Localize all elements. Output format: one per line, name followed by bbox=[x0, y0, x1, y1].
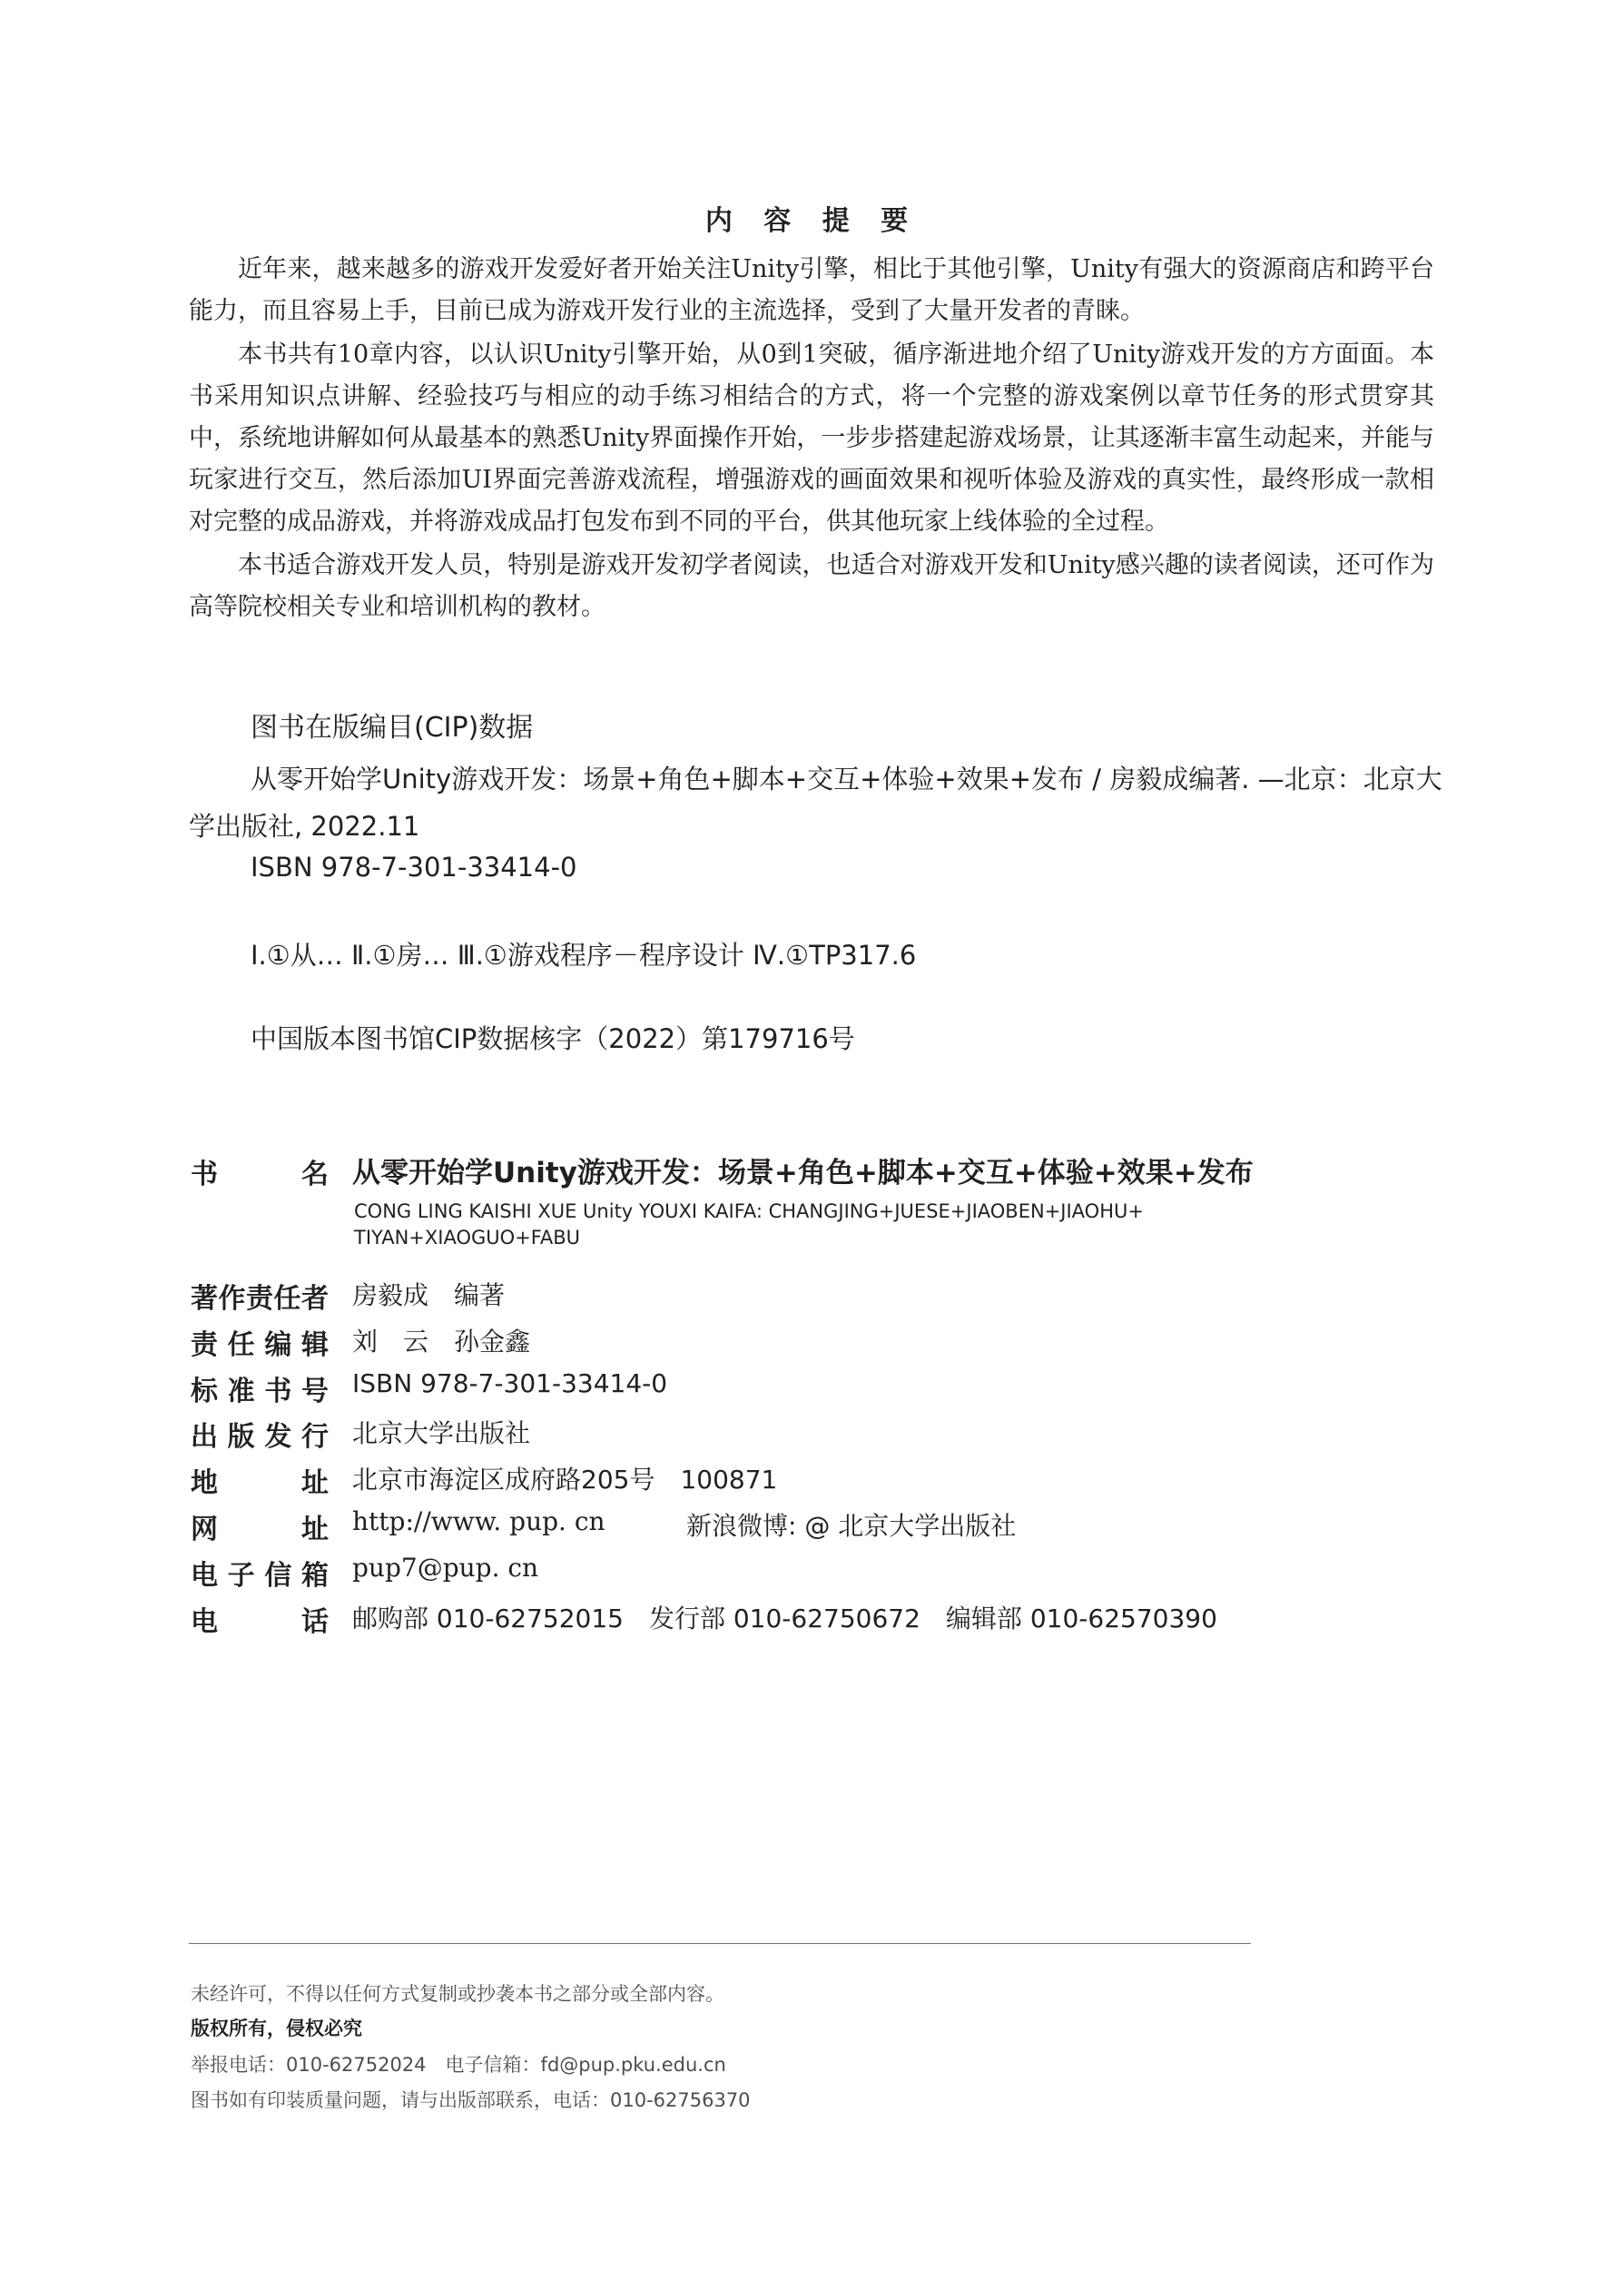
pinyin-line-2: TIYAN+XIAOGUO+FABU bbox=[354, 1227, 581, 1248]
isbn-value: ISBN 978-7-301-33414-0 bbox=[352, 1368, 668, 1398]
website-label-text: 网址 bbox=[191, 1514, 329, 1545]
website-link[interactable]: http://www. pup. cn bbox=[352, 1506, 605, 1536]
book-title-value: 从零开始学Unity游戏开发：场景+角色+脚本+交互+体验+效果+发布 bbox=[352, 1157, 1254, 1189]
footer-divider bbox=[189, 1943, 1251, 1944]
phone-value: 邮购部 010-62752015 发行部 010-62750672 编辑部 010-62570390 bbox=[352, 1604, 1217, 1633]
address-label bbox=[191, 1460, 329, 1500]
phone-label bbox=[191, 1599, 329, 1639]
phone-label-text: 电话 bbox=[191, 1606, 329, 1638]
summary-title: 内 容 提 要 bbox=[704, 205, 920, 237]
footer-report: 举报电话：010-62752024 电子信箱：fd@pup.pku.edu.cn bbox=[191, 2054, 726, 2076]
weibo-value: 新浪微博: @ 北京大学出版社 bbox=[686, 1511, 1017, 1541]
author-label bbox=[191, 1276, 329, 1316]
email-link[interactable]: pup7@pup. cn bbox=[352, 1553, 539, 1583]
email-label-text: 电子信箱 bbox=[191, 1560, 329, 1592]
title-label-text: 书名 bbox=[191, 1159, 329, 1190]
footer-rights: 版权所有，侵权必究 bbox=[191, 2018, 362, 2039]
editor-label bbox=[191, 1322, 329, 1362]
website-label bbox=[191, 1506, 329, 1546]
pinyin-line-1: CONG LING KAISHI XUE Unity YOUXI KAIFA: CHANGJING+JUESE+JIAOBEN+JIAOHU+ bbox=[354, 1200, 1144, 1222]
author-value: 房毅成 编著 bbox=[352, 1280, 506, 1310]
address-value: 北京市海淀区成府路205号 100871 bbox=[352, 1465, 778, 1495]
email-label bbox=[191, 1553, 329, 1593]
summary-paragraph-2: 本书共有10章内容，以认识Unity引擎开始，从0到1突破，循序渐进地介绍了Unity游戏开发的方方面面。本书采用知识点讲解、经验技巧与相应的动手练习相结合的方式，将一个完整的游戏案例以章节任务的形式贯穿其中，系统地讲解如何从最基本的熟悉Unity界面操作开始，一步步搭建起游戏场景，让其逐渐丰富生动起来，并能与玩家进行交互，然后添加UI界面完善游戏流程，增强游戏的画面效果和视听体验及游戏的真实性，最终形成一款相对完整的成品游戏，并将游戏成品打包发布到不同的平台，供其他玩家上线体验的全过程。 bbox=[189, 340, 1434, 536]
publisher-label-text: 出版发行 bbox=[191, 1421, 329, 1453]
footer-quality: 图书如有印装质量问题，请与出版部联系，电话：010-62756370 bbox=[191, 2089, 751, 2111]
summary-paragraph-3: 本书适合游戏开发人员，特别是游戏开发初学者阅读，也适合对游戏开发和Unity感兴趣的读者阅读，还可作为高等院校相关专业和培训机构的教材。 bbox=[189, 551, 1434, 621]
isbn-label bbox=[191, 1368, 329, 1408]
title-label bbox=[191, 1151, 329, 1191]
publisher-value: 北京大学出版社 bbox=[352, 1418, 531, 1448]
editor-value: 刘 云 孙金鑫 bbox=[352, 1327, 531, 1357]
cip-classification: Ⅰ.①从… Ⅱ.①房… Ⅲ.①游戏程序－程序设计 Ⅳ.①TP317.6 bbox=[251, 940, 917, 971]
summary-paragraph-1: 近年来，越来越多的游戏开发爱好者开始关注Unity引擎，相比于其他引擎，Unity有强大的资源商店和跨平台能力，而且容易上手，目前已成为游戏开发行业的主流选择，受到了大量开发者的青睐。 bbox=[189, 255, 1434, 325]
isbn-label-text: 标准书号 bbox=[191, 1376, 329, 1407]
cip-entry: 从零开始学Unity游戏开发：场景+角色+脚本+交互+体验+效果+发布 / 房毅成编著. —北京：北京大学出版社, 2022.11 bbox=[189, 764, 1442, 842]
cip-isbn: ISBN 978-7-301-33414-0 bbox=[251, 852, 577, 883]
book-title-pinyin bbox=[354, 1199, 1216, 1251]
address-label-text: 地址 bbox=[191, 1467, 329, 1499]
footer-copy-notice: 未经许可，不得以任何方式复制或抄袭本书之部分或全部内容。 bbox=[191, 1983, 724, 2005]
editor-label-text: 责任编辑 bbox=[191, 1329, 329, 1361]
publisher-label bbox=[191, 1414, 329, 1454]
cip-check-number: 中国版本图书馆CIP数据核字（2022）第179716号 bbox=[251, 1023, 855, 1054]
author-label-text: 著作责任者 bbox=[191, 1283, 329, 1315]
cip-heading: 图书在版编目(CIP)数据 bbox=[251, 712, 534, 744]
